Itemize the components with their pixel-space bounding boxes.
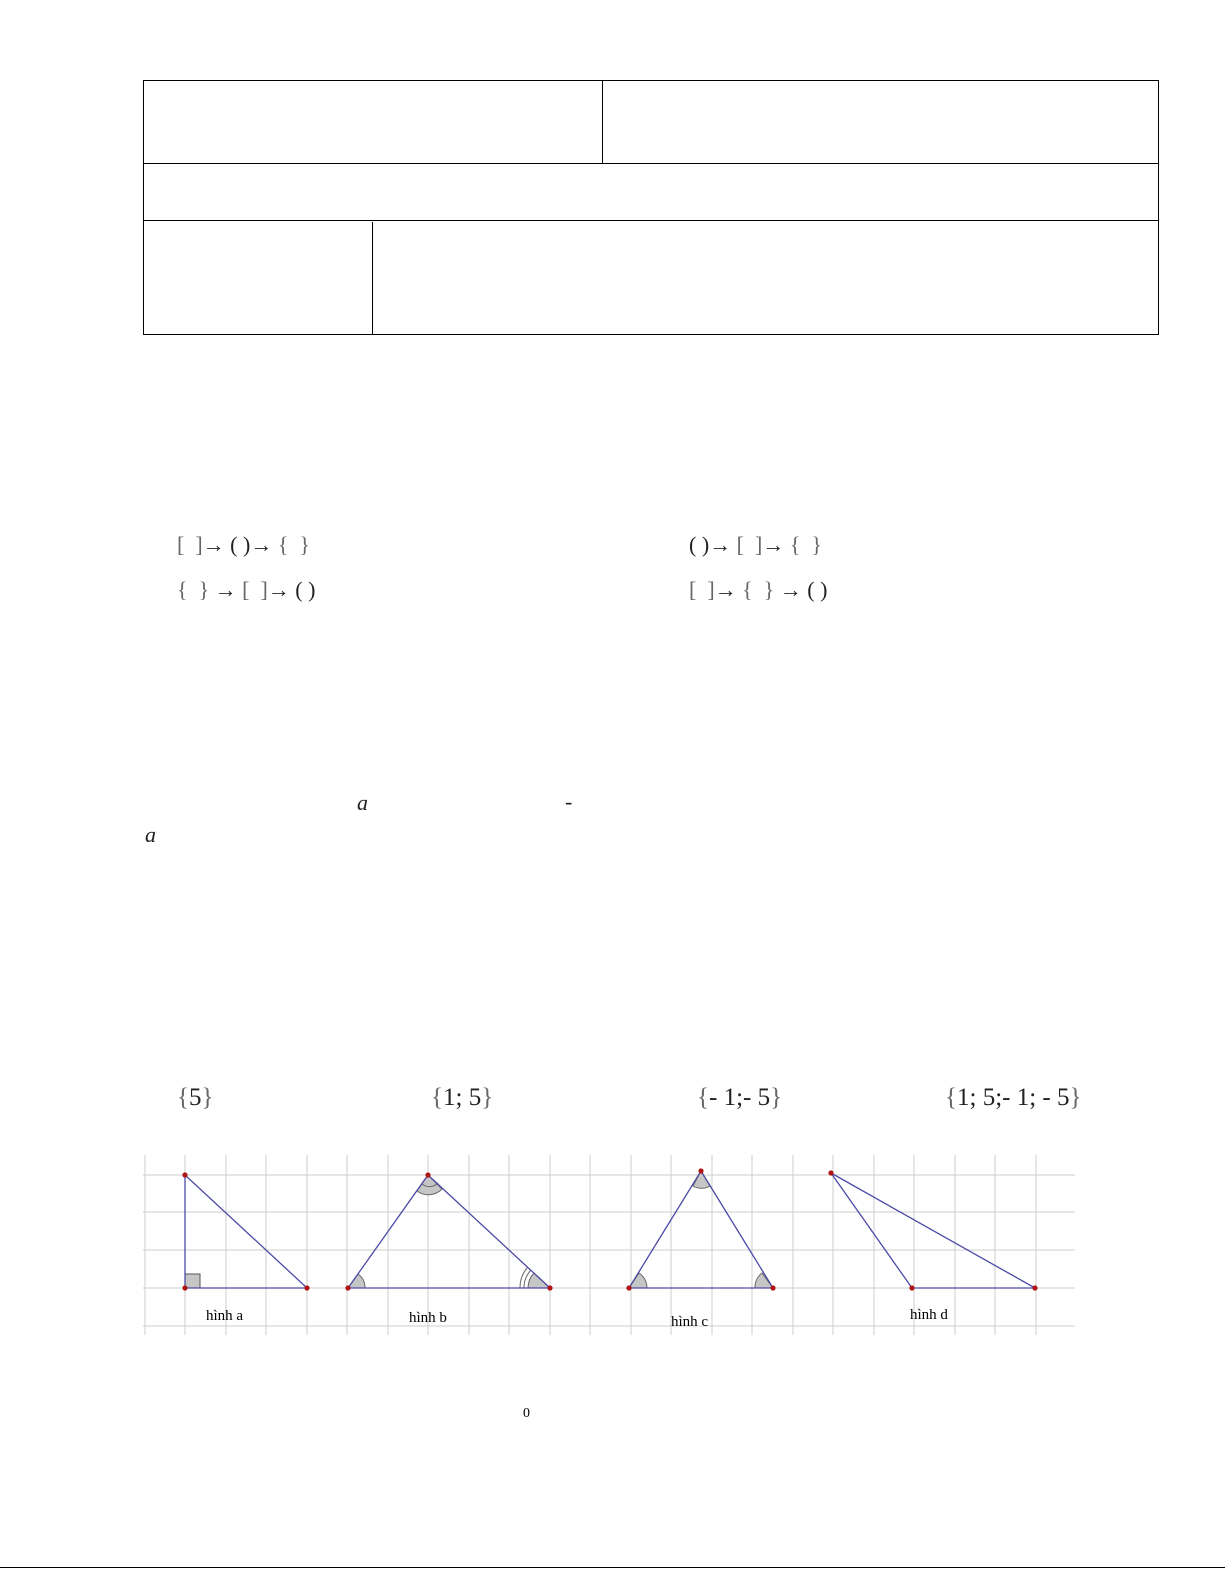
- degree-superscript: 0: [523, 1406, 530, 1421]
- paren: ): [308, 577, 316, 602]
- q1-option-a: [177, 534, 310, 556]
- footer-rule: [0, 1567, 1225, 1568]
- paren: ): [701, 532, 710, 557]
- q3-option-b: [431, 1085, 493, 1110]
- q2-variable-a-second: a: [145, 822, 156, 847]
- figure-label-a: hình a: [206, 1308, 244, 1324]
- brace: {: [277, 532, 289, 557]
- paren: ): [820, 577, 828, 602]
- paren: (: [230, 532, 238, 557]
- q1-option-b: [689, 534, 822, 556]
- brace: }: [1069, 1084, 1082, 1111]
- set-content: 5: [189, 1084, 202, 1111]
- set-content: 1; 5;- 1; - 5: [957, 1084, 1070, 1111]
- bracket: [: [736, 532, 744, 557]
- header-cell-exam: [603, 81, 1159, 164]
- arrow: →: [267, 577, 290, 602]
- bracket: ]: [260, 577, 268, 602]
- bracket: [: [242, 577, 250, 602]
- brace: }: [811, 532, 822, 557]
- brace: {: [945, 1084, 957, 1111]
- triangle-c: [626, 1168, 775, 1290]
- paren: (: [295, 577, 303, 602]
- arrow: →: [202, 532, 225, 557]
- q2-minus-sign: -: [565, 789, 573, 814]
- q2-variable-a: a: [357, 790, 368, 815]
- header-cell-score: [144, 222, 373, 334]
- q3-option-a: [177, 1085, 214, 1110]
- brace: }: [481, 1084, 494, 1111]
- arrow: →: [779, 577, 802, 602]
- arrow: →: [214, 577, 237, 602]
- q1-option-d: [689, 579, 827, 601]
- figure-label-c: hình c: [671, 1314, 709, 1330]
- bracket: [: [689, 577, 697, 602]
- header-cell-comment: [373, 222, 1159, 334]
- header-subtable: [144, 222, 1158, 334]
- triangle-b: [345, 1172, 552, 1290]
- brace: }: [198, 577, 210, 602]
- arrow: →: [714, 577, 737, 602]
- figure-label-d: hình d: [910, 1307, 948, 1323]
- brace: {: [177, 1084, 189, 1111]
- right-angle-mark: [185, 1274, 200, 1288]
- header-cell-school: [144, 81, 603, 164]
- brace: {: [697, 1084, 709, 1111]
- q1-option-c: [177, 579, 315, 601]
- bracket: ]: [707, 577, 715, 602]
- header-table: [143, 80, 1159, 335]
- paren: (: [807, 577, 815, 602]
- bracket: ]: [754, 532, 763, 557]
- brace: {: [431, 1084, 443, 1111]
- brace: }: [770, 1084, 783, 1111]
- triangle-d: [828, 1170, 1037, 1290]
- bracket: ]: [195, 532, 203, 557]
- set-content: - 1;- 5: [709, 1084, 771, 1111]
- figure-label-b: hình b: [409, 1310, 447, 1326]
- set-content: 1; 5: [443, 1084, 482, 1111]
- brace: }: [299, 532, 310, 557]
- brace: }: [201, 1084, 214, 1111]
- triangle-a: [182, 1172, 309, 1290]
- paren: (: [689, 532, 697, 557]
- bracket: [: [177, 532, 185, 557]
- header-cell-title: [144, 164, 1159, 221]
- q3-option-d: [945, 1085, 1082, 1110]
- brace: }: [763, 577, 775, 602]
- q3-option-c: [697, 1085, 782, 1110]
- brace: {: [177, 577, 188, 602]
- arrow: →: [762, 532, 785, 557]
- arrow: →: [250, 532, 273, 557]
- paren: ): [242, 532, 251, 557]
- arrow: →: [709, 532, 732, 557]
- brace: {: [742, 577, 753, 602]
- brace: {: [789, 532, 801, 557]
